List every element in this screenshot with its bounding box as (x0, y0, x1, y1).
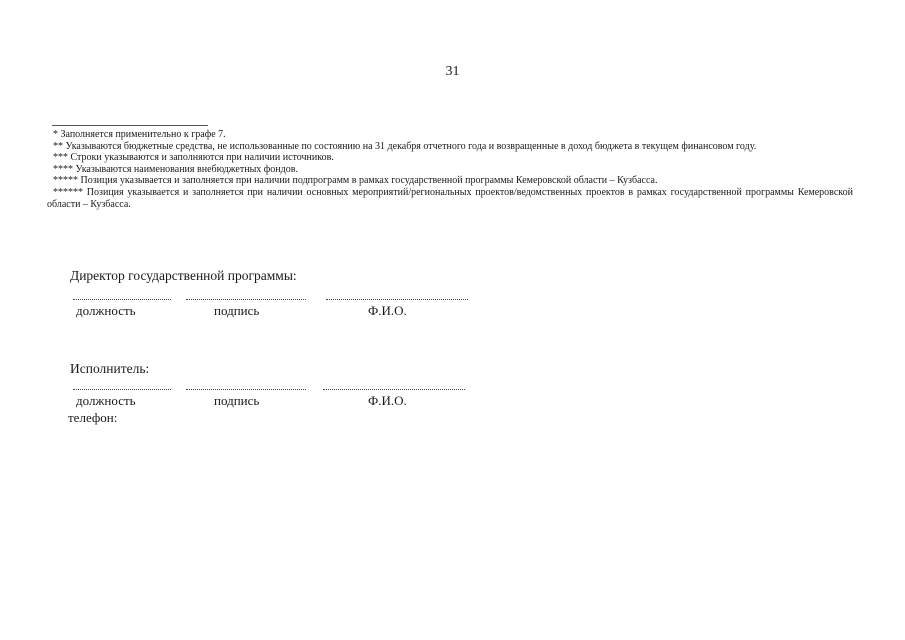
director-signature-label: подпись (214, 303, 260, 318)
executor-position-line (73, 389, 171, 390)
executor-phone-label: телефон: (68, 410, 118, 425)
director-signature-line (186, 299, 306, 300)
footnote-5: ***** Позиция указывается и заполняется при наличии подпрограмм в рамках государственной программы Кемеровской области – Кузбасса. (53, 175, 658, 187)
executor-name-line (323, 389, 465, 390)
footnote-2: ** Указываются бюджетные средства, не использованные по состоянию на 31 декабря отчетного года и возвращенные в доход бюджета в текущем финансовом году. (53, 140, 757, 152)
page-number: 31 (445, 64, 460, 79)
executor-position-label: должность (76, 393, 136, 408)
executor-signature-label: подпись (214, 393, 260, 408)
executor-signature-line (186, 389, 306, 390)
footnote-4: **** Указываются наименования внебюджетных фондов. (53, 163, 298, 175)
footnote-6: ****** Позиция указывается и заполняется при наличии основных мероприятий/региональных проектов/ведомственных проектов в рамках государственной программы Кемеровской области – Кузбасса. (47, 186, 853, 210)
footnote-1: * Заполняется применительно к графе 7. (53, 129, 226, 140)
footnote-separator (52, 125, 208, 126)
director-name-line (326, 299, 468, 300)
footnotes (47, 129, 853, 210)
director-position-line (73, 299, 171, 300)
footnote-3: *** Строки указываются и заполняются при наличии источников. (53, 152, 334, 164)
director-position-label: должность (76, 303, 136, 318)
director-title: Директор государственной программы: (70, 268, 297, 283)
director-name-label: Ф.И.О. (368, 303, 407, 318)
executor-name-label: Ф.И.О. (368, 393, 407, 408)
executor-title: Исполнитель: (70, 361, 150, 376)
